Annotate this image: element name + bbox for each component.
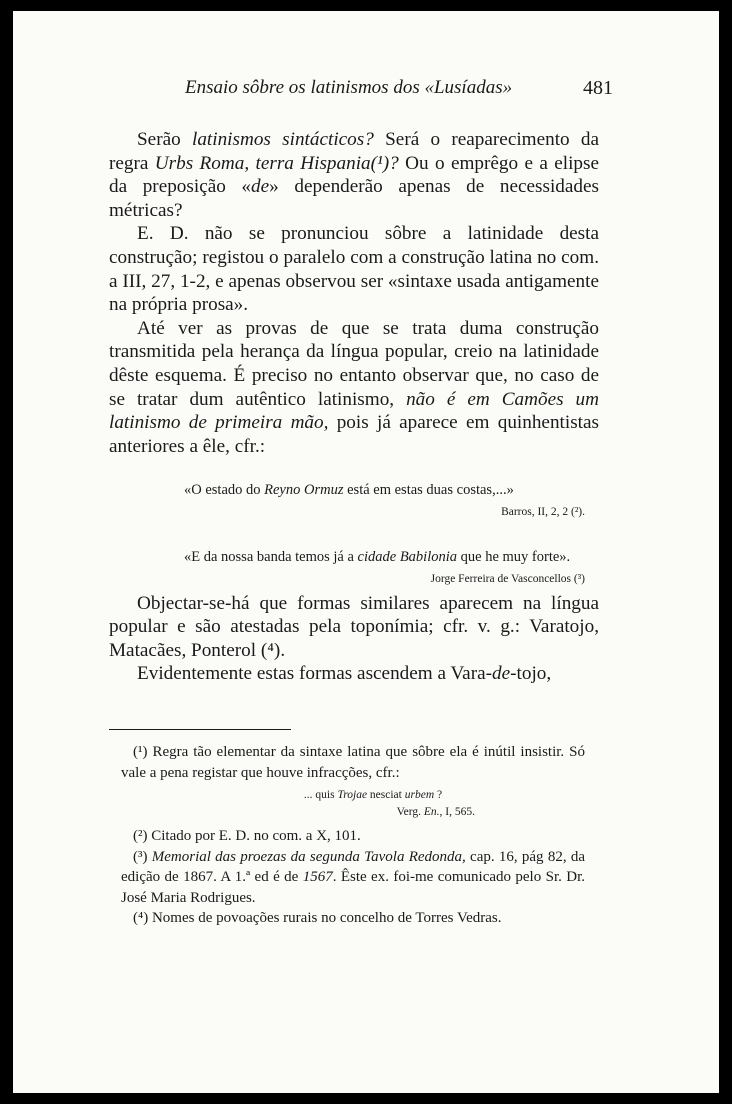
- italic-run: urbem: [404, 789, 435, 801]
- text-run: cap. 16, pág 82, da edição de 1867. A 1.ª ed é de: [121, 848, 585, 885]
- footnote-4: (⁴) Nomes de povoações rurais no concelho de Torres Vedras.: [133, 910, 502, 926]
- text-run: nesciat: [367, 789, 405, 801]
- text-run: Evidentemente estas formas ascendem a Vara-: [137, 663, 492, 685]
- text-run: está em estas duas costas,...»: [343, 482, 514, 499]
- text-run: (³): [133, 848, 152, 865]
- quotation-text: [184, 547, 585, 568]
- page-number: 481: [583, 77, 613, 99]
- footnote-ref: (¹)?: [370, 152, 399, 174]
- text-run: -tojo,: [510, 663, 552, 685]
- italic-run: cidade Babilonia: [357, 548, 458, 565]
- footnote-1-quote: [161, 787, 585, 803]
- italic-run: latinismos sintácticos?: [191, 129, 374, 150]
- text-run: «E da nossa banda temos já a: [184, 548, 358, 565]
- quotation-1-source: Barros, II, 2, 2 (²).: [501, 506, 585, 519]
- paragraph-2: E. D. não se pronunciou sôbre a latinidade desta construção; registou o paralelo com a construção latina no com. a III, 27, 1-2, e apenas observou ser «sintaxe usada antigamente na própria prosa».: [109, 223, 599, 316]
- text-run: ?: [434, 789, 443, 801]
- text-run: . Êste ex. foi-me comunicado pelo Sr. Dr. José Maria Rodrigues.: [121, 869, 586, 906]
- footnote-1: (¹) Regra tão elementar da sintaxe latina que sôbre ela é inútil insistir. Só vale a pena registar que houve infracções, cfr.:: [121, 744, 585, 781]
- quotation-2-source: Jorge Ferreira de Vasconcellos (³): [430, 572, 585, 585]
- running-header: [173, 77, 613, 107]
- text-run: pois já aparece em quinhentistas anteriores a êle, cfr.:: [109, 412, 599, 457]
- text-run: Será o reaparecimento da regra: [109, 129, 600, 174]
- text-run: Verg.: [396, 806, 424, 818]
- text-run: , I, 565.: [439, 806, 475, 818]
- text-run: que he muy forte».: [457, 548, 571, 565]
- italic-run: Trojae: [337, 789, 368, 801]
- text-run: ... quis: [303, 789, 338, 801]
- book-page: [13, 11, 719, 1093]
- footnote-3: [121, 847, 585, 909]
- italic-run: En.: [423, 806, 440, 818]
- italic-run: não é em Camões um latinismo de primeira mão,: [109, 388, 599, 434]
- italic-run: Urbs Roma, terra Hispania: [154, 152, 371, 174]
- footnote-divider: [109, 729, 291, 730]
- paragraph-1: [109, 128, 599, 222]
- text-run: «O estado do: [184, 482, 265, 499]
- running-title: Ensaio sôbre os latinismos dos «Lusíadas»: [185, 77, 513, 98]
- paragraph-4: Objectar-se-há que formas similares aparecem na língua popular e são atestadas pela toponímia; cfr. v. g.: Varatojo, Matacães, Ponterol (⁴).: [109, 592, 599, 661]
- text-run: Serão: [137, 129, 192, 150]
- text-run: » dependerão apenas de necessidades métricas?: [109, 176, 599, 221]
- quotation-text: [184, 480, 585, 501]
- text-run: Ou o emprêgo e a elipse da preposição «: [109, 152, 600, 198]
- footnotes: [121, 742, 585, 929]
- italic-run: de: [492, 663, 511, 685]
- italic-run: 1567: [302, 869, 333, 885]
- quotation-2: [184, 547, 585, 568]
- text-run: Até ver as provas de que se trata duma construção transmitida pela herança da língua popular, creio na latinidade dêste esquema. É preciso no entanto observar que, no caso de se tratar dum autêntico latinismo,: [109, 317, 599, 410]
- footnote-1-source: [121, 803, 475, 821]
- main-text: [109, 128, 599, 686]
- footnote-2: (²) Citado por E. D. no com. a X, 101.: [133, 828, 361, 844]
- quotation-1: [184, 480, 585, 501]
- italic-run: de: [251, 176, 270, 198]
- italic-run: Reyno Ormuz: [264, 482, 344, 499]
- paragraph-3: [109, 317, 599, 459]
- paragraph-5: [109, 662, 599, 686]
- italic-run: Memorial das proezas da segunda Tavola Redonda,: [151, 848, 466, 865]
